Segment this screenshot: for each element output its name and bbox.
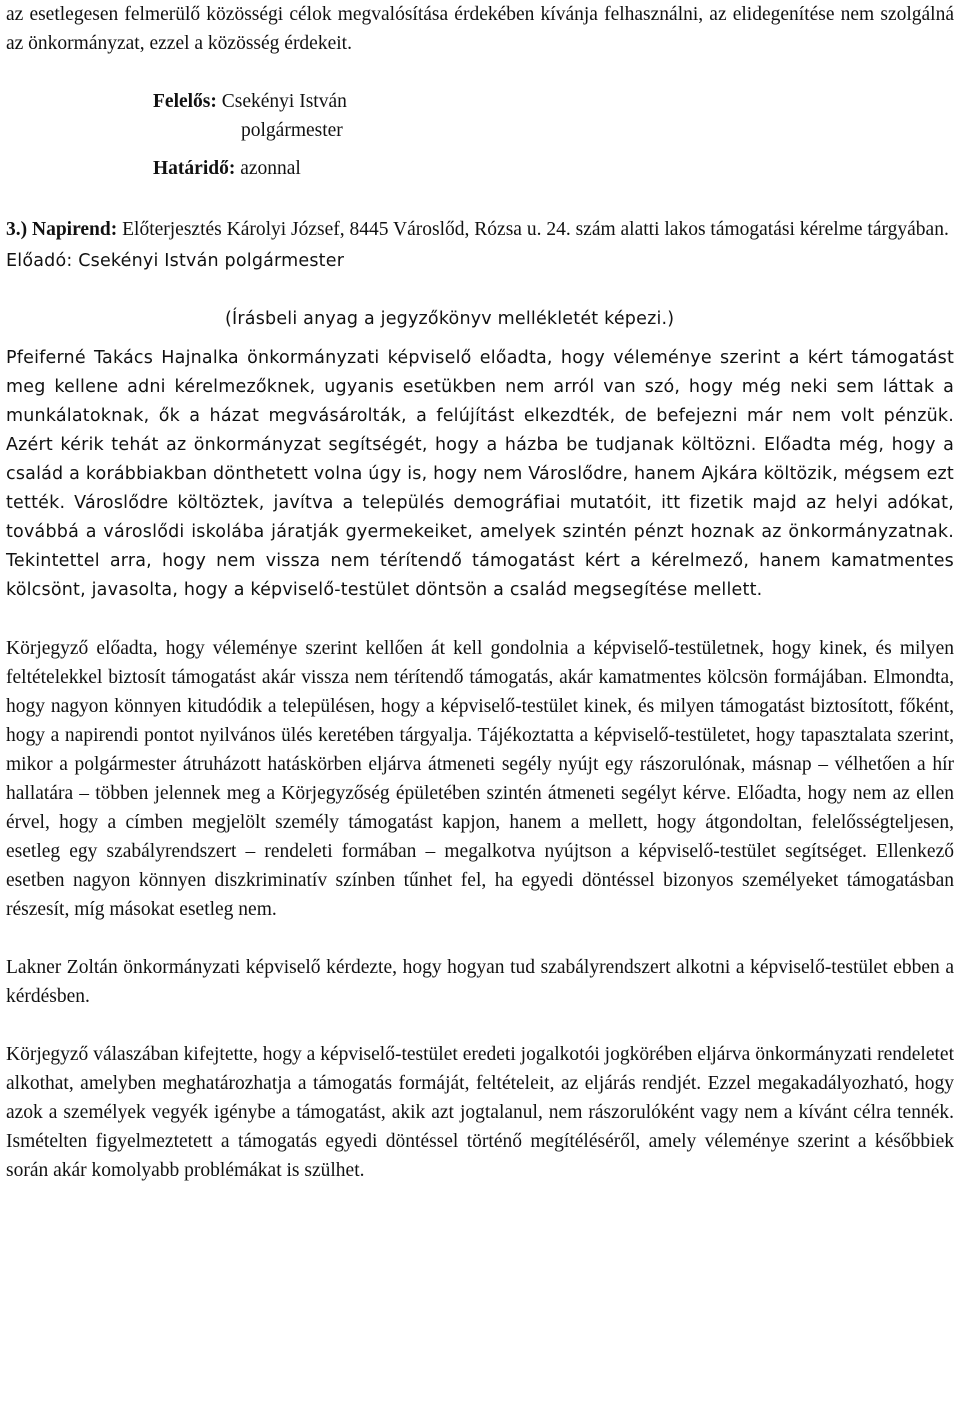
deadline-value: azonnal	[240, 158, 301, 179]
spacer	[6, 183, 954, 215]
agenda-text: Előterjesztés Károlyi József, 8445 Városlőd, Rózsa u. 24. szám alatti lakos támogatási kérelme tárgyában.	[122, 219, 949, 240]
spacer	[6, 276, 954, 305]
responsible-role: polgármester	[241, 120, 343, 141]
spacer	[6, 605, 954, 634]
responsible-block	[6, 87, 954, 183]
paragraph-korjegyzo-2: Körjegyző válaszában kifejtette, hogy a képviselő-testület eredeti jogalkotói jogkörében eljárva önkormányzati rendeletet alkothat, amelyben meghatározhatja a támogatás formáját, feltételeit, az eljárás rendjét. Ezzel megakadályozható, hogy azok a személyek vegyék igénybe a támogatást, akik azt jogtalanul, nem rászorulóként vagy nem a kívánt célra tennék. Ismételten figyelmeztetett a támogatás egyedi döntéssel történő megítéléséről, amely véleménye szerint a későbbiek során akár komolyabb problémákat is szülhet.	[6, 1044, 954, 1181]
spacer	[6, 1011, 954, 1040]
paragraph-korjegyzo-1: Körjegyző előadta, hogy véleménye szerint kellően át kell gondolnia a képviselő-testületnek, hogy kinek, és milyen feltételekkel biztosít támogatást akár vissza nem térítendő támogatás, akár kamatmentes kölcsön formájában. Elmondta, hogy nagyon könnyen kitudódik a településen, hogy a képviselő-testület kinek, és milyen támogatást biztosított, főként, hogy a napirendi pontot nyilvános ülés keretében tárgyalja. Tájékoztatta a képviselő-testületet, hogy tapasztalata szerint, mikor a polgármester átruházott hatáskörben eljárva átmeneti segély nyújt egy rászorulónak, másnap – vélhetően a hír hallatára – többen jelennek meg a Körjegyzőség épületében szintén átmeneti segélyt kérve. Előadta, hogy nem az ellen érvel, hogy a címben megjelölt személy támogatást kapjon, hanem a mellett, hogy átgondoltan, felelősségteljesen, esetleg egy szabályrendszert – rendeleti formában – megalkotva nyújtson a képviselő-testület segítséget. Ellenkező esetben nagyon könnyen diszkriminatív színben tűnhet fel, ha egyedi döntéssel bizonyos személyeket támogatásban részesít, míg másokat esetleg nem.	[6, 638, 954, 920]
agenda-label: 3.) Napirend:	[6, 219, 118, 240]
agenda-item	[6, 215, 954, 244]
responsible-name: Csekényi István	[221, 91, 347, 112]
spacer	[6, 924, 954, 953]
written-note: (Írásbeli anyag a jegyzőkönyv mellékletét képezi.)	[225, 309, 675, 329]
intro-paragraph: az esetlegesen felmerülő közösségi célok megvalósítása érdekében kívánja felhasználni, az elidegenítése nem szolgálná az önkormányzat, ezzel a közösség érdekeit.	[6, 4, 954, 54]
document-page	[6, 0, 954, 1185]
deadline-line	[153, 154, 954, 183]
deadline-label: Határidő:	[153, 158, 236, 179]
paragraph-lakner: Lakner Zoltán önkormányzati képviselő kérdezte, hogy hogyan tud szabályrendszert alkotni a képviselő-testület ebben a kérdésben.	[6, 957, 954, 1007]
responsible-label: Felelős:	[153, 91, 217, 112]
responsible-line	[153, 87, 954, 116]
presenter-line: Előadó: Csekényi István polgármester	[6, 251, 345, 271]
spacer	[6, 334, 954, 344]
paragraph-pfeiferne: Pfeiferné Takács Hajnalka önkormányzati képviselő előadta, hogy véleménye szerint a kért támogatást meg kellene adni kérelmezőknek, ugyanis esetükben nem arról van szó, hogy még neki sem láttak a munkálatoknak, ők a házat megvásárolták, a felújítást elkezdték, de befejezni már nem volt pénzük. Azért kérik tehát az önkormányzat segítségét, hogy a házba be tudjanak költözni. Előadta még, hogy a család a korábbiakban dönthetett volna úgy is, hogy nem Városlődre, hanem Ajkára költözik, mégsem ezt tették. Városlődre költöztek, javítva a település demográfiai mutatóit, itt fizetik majd az helyi adókat, továbbá a városlődi iskolába járatják gyermekeiket, amelyek szintén pénzt hoznak az önkormányzatnak. Tekintettel arra, hogy nem vissza nem térítendő támogatást kért a kérelmező, hanem kamatmentes kölcsönt, javasolta, hogy a képviselő-testület döntsön a család megsegítése mellett.	[6, 348, 954, 600]
